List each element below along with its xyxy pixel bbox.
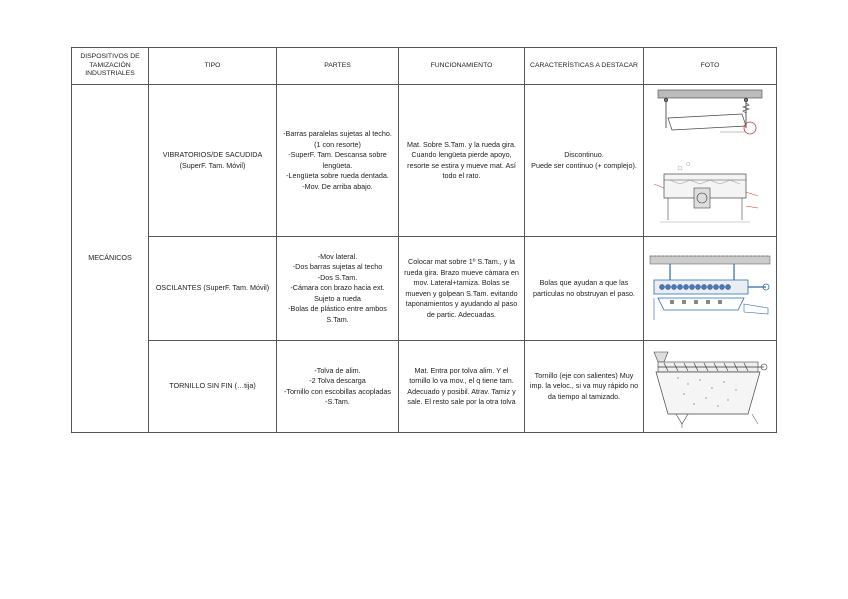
table-row bbox=[72, 85, 777, 237]
parts-line: -Barras paralelas sujetas al techo. (1 con resorte) bbox=[283, 129, 392, 149]
header-operation: FUNCIONAMIENTO bbox=[399, 48, 525, 85]
parts-line: -Cámara con brazo hacia ext. Sujeto a rueda bbox=[290, 283, 385, 303]
operation-cell: Mat. Entra por tolva alim. Y el tornillo lo va mov., el q tiene tam. Adecuado y posibil. Atrav. Tamiz y sale. El resto sale por la otra tolva bbox=[399, 341, 525, 433]
parts-line: -Mov lateral. bbox=[317, 251, 358, 261]
parts-line: -Mov. De arriba abajo. bbox=[302, 181, 373, 191]
parts-line: -S.Tam. bbox=[325, 397, 350, 406]
features-cell bbox=[525, 85, 644, 237]
features-line: Bolas que ayudan a que las partículas no obstruyan el paso. bbox=[533, 278, 635, 298]
parts-cell bbox=[277, 85, 399, 237]
type-cell: TORNILLO SIN FIN (…tija) bbox=[149, 341, 277, 433]
parts-line: -Tornillo con escobillas acopladas bbox=[283, 386, 392, 396]
features-cell bbox=[525, 237, 644, 341]
parts-cell bbox=[277, 341, 399, 433]
parts-line: -Bolas de plástico entre ambos S.Tam. bbox=[288, 304, 387, 324]
header-photo: FOTO bbox=[644, 48, 777, 85]
operation-cell: Colocar mat sobre 1º S.Tam., y la rueda gira. Brazo mueve cámara en mov. Lateral+tamiza. Bolas se mueven y golpean S.Tam. evitando taponamientos y ayudando al paso de partic. Adecuadas. bbox=[399, 237, 525, 341]
parts-line: -Dos S.Tam. bbox=[317, 272, 358, 282]
photo-cell bbox=[644, 341, 777, 433]
header-parts: PARTES bbox=[277, 48, 399, 85]
type-cell: OSCILANTES (SuperF. Tam. Móvil) bbox=[149, 237, 277, 341]
parts-line: -Tolva de alim. bbox=[314, 365, 361, 375]
parts-line: -Dos barras sujetas al techo bbox=[292, 262, 383, 272]
header-type: TIPO bbox=[149, 48, 277, 85]
parts-line: -2 Tolva descarga bbox=[309, 376, 366, 385]
vibrating-sieve-diagram-icon bbox=[650, 88, 770, 234]
table-row bbox=[72, 341, 777, 433]
header-features: CARACTERÍSTICAS A DESTACAR bbox=[525, 48, 644, 85]
type-cell: VIBRATORIOS/DE SACUDIDA (SuperF. Tam. Móvil) bbox=[149, 85, 277, 237]
features-line: Puede ser continuo (+ complejo). bbox=[531, 160, 637, 170]
features-line: Discontinuo. bbox=[564, 150, 604, 159]
category-cell: MECÁNICOS bbox=[72, 85, 149, 433]
header-devices: DISPOSITIVOS DE TAMIZACIÓN INDUSTRIALES bbox=[72, 48, 149, 85]
parts-line: -Lengüeta sobre rueda dentada. bbox=[286, 171, 389, 180]
table-row bbox=[72, 237, 777, 341]
photo-cell bbox=[644, 237, 777, 341]
header-row bbox=[72, 48, 777, 85]
features-cell: Tornillo (eje con salientes) Muy imp. la veloc., si va muy rápido no da tiempo al tamizado. bbox=[525, 341, 644, 433]
parts-line: -SuperF. Tam. Descansa sobre lengüeta. bbox=[288, 150, 387, 170]
photo-cell bbox=[644, 85, 777, 237]
parts-cell bbox=[277, 237, 399, 341]
operation-cell: Mat. Sobre S.Tam. y la rueda gira. Cuando lengüeta pierde apoyo, resorte se estira y mueve mat. Así todo el rato. bbox=[399, 85, 525, 237]
screw-sieve-diagram-icon bbox=[648, 344, 772, 430]
oscillating-sieve-diagram-icon bbox=[648, 254, 772, 324]
sieving-devices-table bbox=[71, 47, 777, 433]
